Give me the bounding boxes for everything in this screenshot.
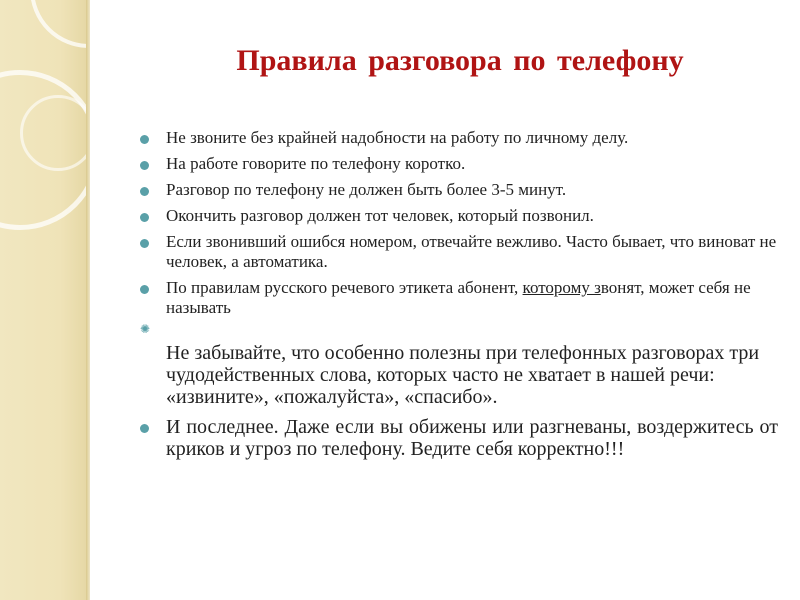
list-item (138, 206, 778, 226)
bullet-icon (140, 161, 149, 170)
rule-text: Не звоните без крайней надобности на работу по личному делу. (166, 128, 629, 147)
decorative-side-band (0, 0, 86, 600)
list-item-empty (138, 324, 778, 338)
bullet-icon (140, 213, 149, 222)
rule-text-underlined: которому з (522, 278, 601, 297)
rule-text-after: вонят, может себя не называть (166, 278, 751, 317)
decorative-ring (30, 0, 86, 48)
rule-text: Не забывайте, что особенно полезны при телефонных разговорах три чудодейственных слова, которых часто не хватает в нашей речи: «извините», «пожалуйста», «спасибо». (166, 342, 760, 408)
bullet-icon (140, 285, 149, 294)
sun-bullet-icon: ✺ (140, 322, 151, 336)
decorative-ring (20, 95, 86, 171)
rule-text: Если звонивший ошибся номером, отвечайте вежливо. Часто бывает, что виноват не человек, а автоматика. (166, 232, 777, 271)
rule-text: Разговор по телефону не должен быть более 3-5 минут. (166, 180, 567, 199)
list-item (138, 342, 778, 408)
rule-text: На работе говорите по телефону коротко. (166, 154, 466, 173)
bullet-icon (140, 239, 149, 248)
bullet-icon (140, 424, 149, 433)
side-divider (86, 0, 90, 600)
list-item (138, 416, 778, 460)
rule-text: Окончить разговор должен тот человек, который позвонил. (166, 206, 594, 225)
list-item (138, 128, 778, 148)
bullet-icon (140, 135, 149, 144)
slide-title: Правила разговора по телефону (236, 44, 684, 77)
rule-text: И последнее. Даже если вы обижены или разгневаны, воздержитесь от криков и угроз по телефону. Ведите себя корректно!!! (166, 416, 778, 460)
bullet-icon (140, 187, 149, 196)
rules-list (138, 128, 778, 468)
rule-text-before: По правилам русского речевого этикета абонент, (166, 278, 523, 297)
list-item (138, 154, 778, 174)
list-item (138, 232, 778, 272)
list-item (138, 278, 778, 318)
list-item (138, 180, 778, 200)
